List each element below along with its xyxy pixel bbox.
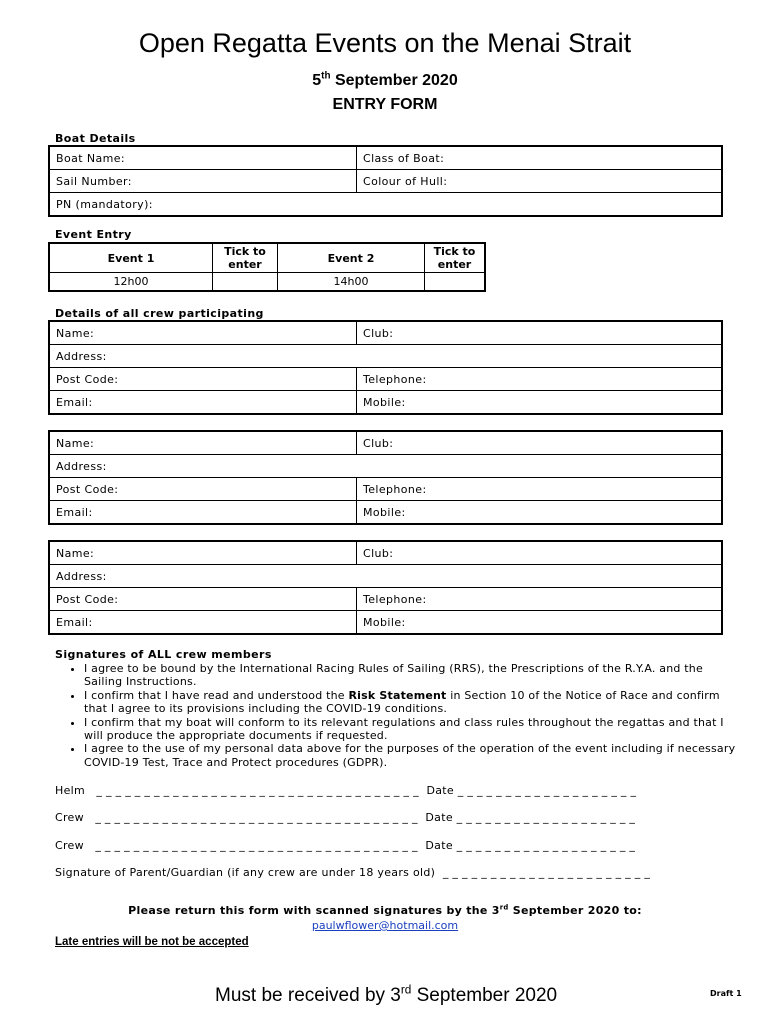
- crew3-email-field[interactable]: Email:: [49, 611, 357, 635]
- form-title: ENTRY FORM: [332, 96, 438, 113]
- event2-tick-box[interactable]: [425, 273, 486, 292]
- crew1-address-field[interactable]: Address:: [49, 345, 722, 368]
- event2-time: 14h00: [278, 273, 425, 292]
- crew1-email-field[interactable]: Email:: [49, 391, 357, 415]
- helm-signature-line[interactable]: Helm _ _ _ _ _ _ _ _ _ _ _ _ _ _ _ _ _ _ _ _ _ _ _ _ _ _ _ _ _ _ _ _ _ _ Date _ _ _ _ _ _ _ _ _ _ _ _ _ _ _ _ _ _ _: [55, 784, 637, 797]
- crew3-address-field[interactable]: Address:: [49, 565, 722, 588]
- sail-number-field[interactable]: Sail Number:: [49, 170, 357, 193]
- event-entry-table: [48, 242, 486, 292]
- crew3-mobile-field[interactable]: Mobile:: [357, 611, 723, 635]
- crew2-telephone-field[interactable]: Telephone:: [357, 478, 723, 501]
- declaration-item: • I confirm that my boat will conform to its relevant regulations and class rules throughout the regattas and that I will produce the appropriate documents if requested.: [84, 716, 744, 743]
- crew2-club-field[interactable]: Club:: [357, 431, 723, 455]
- crew1-postcode-field[interactable]: Post Code:: [49, 368, 357, 391]
- crew3-club-field[interactable]: Club:: [357, 541, 723, 565]
- event2-tick-header: Tick to enter: [425, 243, 486, 273]
- declaration-list: [58, 662, 744, 769]
- crew2-mobile-field[interactable]: Mobile:: [357, 501, 723, 525]
- signatures-heading: Signatures of ALL crew members: [55, 648, 272, 661]
- deadline-footer: Must be received by 3rd September 2020: [215, 983, 558, 1006]
- crew-details-heading: Details of all crew participating: [55, 307, 264, 320]
- crew3-postcode-field[interactable]: Post Code:: [49, 588, 357, 611]
- declaration-item: • I agree to the use of my personal data above for the purposes of the operation of the event including if necessary COVID-19 Test, Trace and Protect procedures (GDPR).: [84, 742, 744, 769]
- declaration-item: • I confirm that I have read and understood the Risk Statement in Section 10 of the Notice of Race and confirm that I agree to its provisions including the COVID-19 conditions.: [84, 689, 744, 716]
- crew3-name-field[interactable]: Name:: [49, 541, 357, 565]
- event1-tick-box[interactable]: [213, 273, 278, 292]
- page-title: Open Regatta Events on the Menai Strait: [138, 28, 632, 58]
- crew2-address-field[interactable]: Address:: [49, 455, 722, 478]
- boat-name-field[interactable]: Boat Name:: [49, 146, 357, 170]
- crew-block-3: [48, 540, 723, 635]
- crew1-club-field[interactable]: Club:: [357, 321, 723, 345]
- crew-block-2: [48, 430, 723, 525]
- crew1-name-field[interactable]: Name:: [49, 321, 357, 345]
- boat-details-heading: Boat Details: [55, 132, 136, 145]
- crew-signature-line[interactable]: Crew _ _ _ _ _ _ _ _ _ _ _ _ _ _ _ _ _ _ _ _ _ _ _ _ _ _ _ _ _ _ _ _ _ _ Date _ _ _ _ _ _ _ _ _ _ _ _ _ _ _ _ _ _ _: [55, 839, 636, 852]
- event1-tick-header: Tick to enter: [213, 243, 278, 273]
- pn-field[interactable]: PN (mandatory):: [49, 193, 722, 217]
- colour-of-hull-field[interactable]: Colour of Hull:: [357, 170, 723, 193]
- parent-signature-line[interactable]: Signature of Parent/Guardian (if any crew are under 18 years old) _ _ _ _ _ _ _ _ _ _ _ _ _ _ _ _ _ _ _ _ _ _: [55, 866, 651, 879]
- late-entries-note: Late entries will be not be accepted: [55, 936, 249, 948]
- crew2-email-field[interactable]: Email:: [49, 501, 357, 525]
- event-entry-heading: Event Entry: [55, 228, 132, 241]
- event1-header: Event 1: [49, 243, 213, 273]
- crew-signature-line[interactable]: Crew _ _ _ _ _ _ _ _ _ _ _ _ _ _ _ _ _ _ _ _ _ _ _ _ _ _ _ _ _ _ _ _ _ _ Date _ _ _ _ _ _ _ _ _ _ _ _ _ _ _ _ _ _ _: [55, 811, 636, 824]
- crew-block-1: [48, 320, 723, 415]
- contact-email-link[interactable]: paulwflower@hotmail.com: [311, 919, 459, 932]
- declaration-item: • I agree to be bound by the International Racing Rules of Sailing (RRS), the Prescriptions of the R.Y.A. and the Sailing Instructions.: [84, 662, 744, 689]
- boat-details-table: [48, 145, 723, 217]
- class-of-boat-field[interactable]: Class of Boat:: [357, 146, 723, 170]
- crew2-postcode-field[interactable]: Post Code:: [49, 478, 357, 501]
- return-instructions: Please return this form with scanned signatures by the 3rd September 2020 to:: [128, 903, 642, 917]
- crew1-telephone-field[interactable]: Telephone:: [357, 368, 723, 391]
- event-date: 5th September 2020: [312, 70, 458, 89]
- crew3-telephone-field[interactable]: Telephone:: [357, 588, 723, 611]
- draft-label: Draft 1: [710, 989, 742, 998]
- crew1-mobile-field[interactable]: Mobile:: [357, 391, 723, 415]
- crew2-name-field[interactable]: Name:: [49, 431, 357, 455]
- event2-header: Event 2: [278, 243, 425, 273]
- event1-time: 12h00: [49, 273, 213, 292]
